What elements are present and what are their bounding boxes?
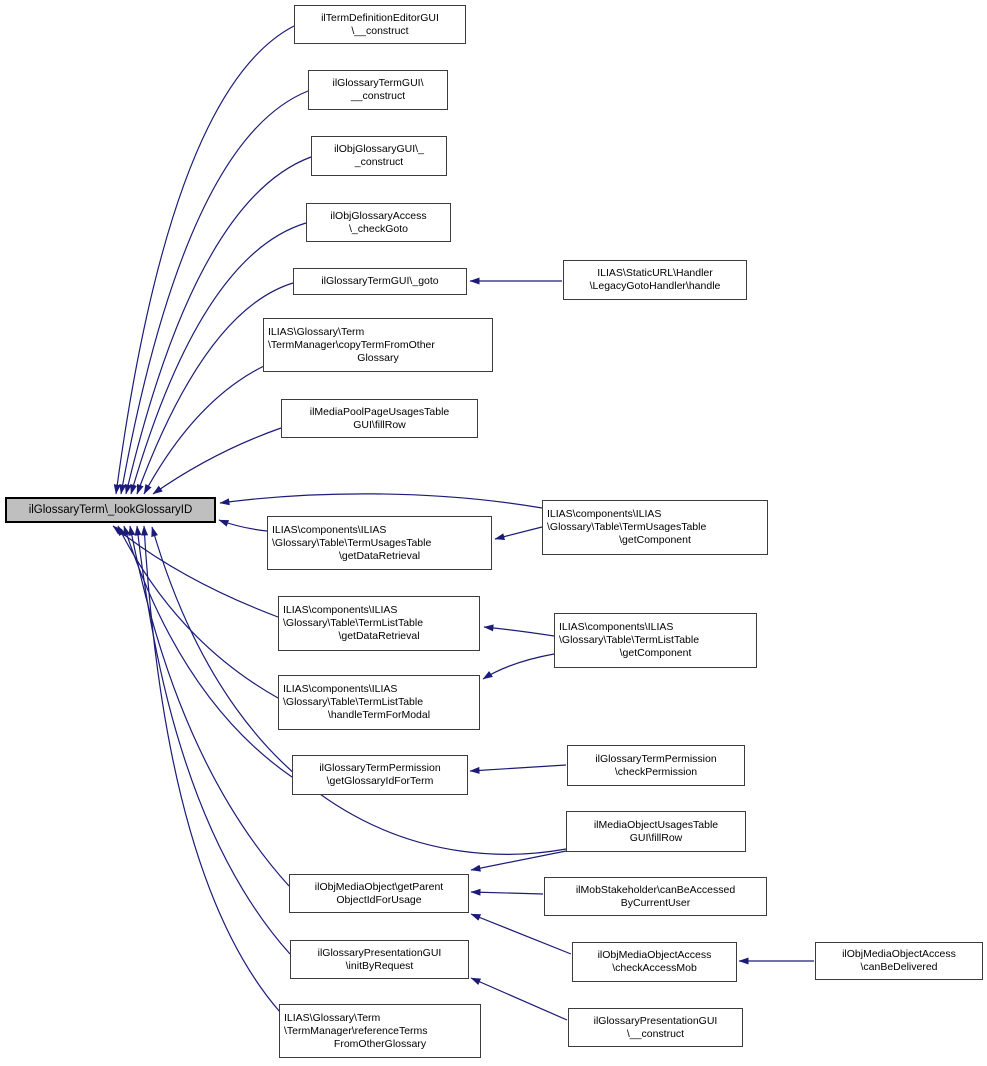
edge-obj-media-object-get-parent-to-look-glossary-id xyxy=(130,526,289,886)
edge-term-list-get-data-retrieval-to-look-glossary-id xyxy=(113,526,278,617)
node-glossary-term-gui-construct[interactable] xyxy=(308,70,448,110)
node-label-line: ilGlossaryTermGUI\_goto xyxy=(321,275,439,287)
node-label-line: \getComponent xyxy=(619,534,691,546)
node-label-line: \checkAccessMob xyxy=(612,962,697,974)
node-term-list-handle-term-for-modal[interactable] xyxy=(278,675,480,730)
node-term-list-get-data-retrieval[interactable] xyxy=(278,596,480,651)
node-label-line: ilMediaPoolPageUsagesTable xyxy=(309,405,450,418)
node-label-line: ILIAS\Glossary\Term xyxy=(268,325,365,338)
edge-obj-media-object-access-check-access-mob-to-obj-media-object-get-parent xyxy=(471,914,571,954)
node-label-line: ilGlossaryPresentationGUI xyxy=(593,1014,718,1027)
node-label-line: ilObjMediaObjectAccess xyxy=(597,949,712,961)
node-label-line: \Glossary\Table\TermUsagesTable xyxy=(272,536,432,549)
node-term-definition-editor-construct[interactable] xyxy=(294,5,466,44)
edge-term-manager-copy-term-to-look-glossary-id xyxy=(144,366,264,494)
node-label-line: \getDataRetrieval xyxy=(338,549,421,562)
node-label-line: ilGlossaryTermPermission xyxy=(319,762,441,774)
edge-term-usages-get-data-retrieval-to-look-glossary-id xyxy=(219,520,267,531)
node-glossary-term-gui-goto[interactable] xyxy=(293,268,467,295)
node-label-line: ilMobStakeholder\canBeAccessed xyxy=(575,883,736,896)
node-label-line: \TermManager\referenceTerms xyxy=(284,1024,428,1037)
node-label-line: \__construct xyxy=(626,1027,685,1040)
node-label-line: ilObjGlossaryAccess xyxy=(330,209,427,222)
node-label-line: \handleTermForModal xyxy=(327,709,431,721)
edge-term-list-handle-term-for-modal-to-look-glossary-id xyxy=(118,526,278,698)
node-label-line: \LegacyGotoHandler\handle xyxy=(589,280,721,292)
node-label-line: ILIAS\components\ILIAS xyxy=(283,683,398,695)
node-obj-media-object-access-can-be-delivered[interactable] xyxy=(815,942,983,980)
node-label-line: \getComponent xyxy=(619,647,692,659)
edge-term-usages-get-component-to-look-glossary-id xyxy=(220,494,542,508)
edge-glossary-term-gui-construct-to-look-glossary-id xyxy=(121,91,308,494)
node-label-line: ILIAS\Glossary\Term xyxy=(284,1011,381,1024)
node-label-line: ilGlossaryPresentationGUI xyxy=(317,946,442,959)
node-term-manager-reference-terms[interactable] xyxy=(279,1004,481,1058)
edge-term-manager-reference-terms-to-look-glossary-id xyxy=(144,526,280,1012)
node-label-line: \canBeDelivered xyxy=(860,961,938,973)
node-obj-media-object-access-check-access-mob[interactable] xyxy=(572,942,737,982)
node-label-line: ilTermDefinitionEditorGUI xyxy=(321,11,439,24)
node-label-line: \_checkGoto xyxy=(349,222,408,235)
edge-glossary-term-gui-goto-to-look-glossary-id xyxy=(137,283,293,494)
node-label-line: ILIAS\components\ILIAS xyxy=(283,604,398,616)
node-label-line: \Glossary\Table\TermListTable xyxy=(559,634,700,646)
node-label-line: ilGlossaryTermGUI\ xyxy=(332,77,424,89)
edge-glossary-presentation-init-by-request-to-look-glossary-id xyxy=(137,526,290,954)
node-label-line: __construct xyxy=(350,90,406,102)
node-term-usages-get-component[interactable] xyxy=(542,500,768,555)
node-label-line: ilGlossaryTerm\_lookGlossaryID xyxy=(28,503,193,516)
edge-term-definition-editor-construct-to-look-glossary-id xyxy=(116,26,294,494)
node-label-line: ilMediaObjectUsagesTable xyxy=(593,818,719,831)
node-obj-media-object-get-parent[interactable] xyxy=(289,874,469,913)
edge-mob-stakeholder-can-be-accessed-to-obj-media-object-get-parent xyxy=(471,892,543,894)
edge-media-pool-page-usages-fill-row-to-look-glossary-id xyxy=(153,428,281,494)
node-label-line: \TermManager\copyTermFromOther xyxy=(268,338,435,351)
edge-term-permission-check-permission-to-term-permission-get-glossary-id xyxy=(470,765,566,771)
node-static-url-legacy-goto-handle[interactable] xyxy=(563,260,747,300)
edge-term-list-get-component-to-term-list-handle-term-for-modal xyxy=(483,654,554,679)
node-label-line: \__construct xyxy=(351,24,409,37)
node-label-line: \Glossary\Table\TermListTable xyxy=(283,696,424,708)
node-term-usages-get-data-retrieval[interactable] xyxy=(267,516,492,570)
node-label-line: Glossary xyxy=(357,351,399,364)
node-label-line: GUI\fillRow xyxy=(629,831,683,844)
node-obj-glossary-access-check-goto[interactable] xyxy=(306,203,451,242)
edge-glossary-presentation-construct-to-glossary-presentation-init-by-request xyxy=(471,978,567,1020)
node-label-line: GUI\fillRow xyxy=(353,418,406,431)
node-label-line: ILIAS\components\ILIAS xyxy=(559,621,674,633)
node-media-pool-page-usages-fill-row[interactable] xyxy=(281,399,478,438)
node-glossary-presentation-init-by-request[interactable] xyxy=(290,940,469,979)
node-term-list-get-component[interactable] xyxy=(554,613,757,668)
node-look-glossary-id xyxy=(5,497,216,523)
node-label-line: \checkPermission xyxy=(614,765,698,778)
edge-term-list-get-component-to-term-list-get-data-retrieval xyxy=(484,627,554,636)
node-label-line: ILIAS\StaticURL\Handler xyxy=(597,267,713,279)
edge-term-usages-get-component-to-term-usages-get-data-retrieval xyxy=(495,527,542,539)
node-label-line: ilObjMediaObjectAccess xyxy=(842,948,956,960)
node-media-object-usages-fill-row[interactable] xyxy=(566,811,746,852)
node-label-line: ILIAS\components\ILIAS xyxy=(547,508,662,520)
node-label-line: \Glossary\Table\TermListTable xyxy=(283,617,424,629)
node-label-line: ObjectIdForUsage xyxy=(336,893,422,906)
node-term-permission-get-glossary-id[interactable] xyxy=(292,755,468,795)
node-mob-stakeholder-can-be-accessed[interactable] xyxy=(544,877,767,916)
node-label-line: ilObjGlossaryGUI\_ xyxy=(334,143,424,155)
node-label-line: ByCurrentUser xyxy=(620,896,691,909)
node-label-line: \initByRequest xyxy=(345,959,414,972)
node-label-line: ILIAS\components\ILIAS xyxy=(272,523,387,536)
node-label-line: \getGlossaryIdForTerm xyxy=(326,775,434,787)
node-label-line: ilObjMediaObject\getParent xyxy=(314,880,444,893)
node-glossary-presentation-construct[interactable] xyxy=(568,1008,743,1047)
node-label-line: FromOtherGlossary xyxy=(333,1037,427,1050)
node-term-manager-copy-term[interactable] xyxy=(263,318,493,372)
node-label-line: \getDataRetrieval xyxy=(338,630,420,642)
node-obj-glossary-gui-construct[interactable] xyxy=(311,136,447,176)
node-label-line: _construct xyxy=(354,156,404,168)
node-label-line: ilGlossaryTermPermission xyxy=(595,752,717,765)
node-term-permission-check-permission[interactable] xyxy=(567,745,745,786)
node-label-line: \Glossary\Table\TermUsagesTable xyxy=(547,521,707,533)
